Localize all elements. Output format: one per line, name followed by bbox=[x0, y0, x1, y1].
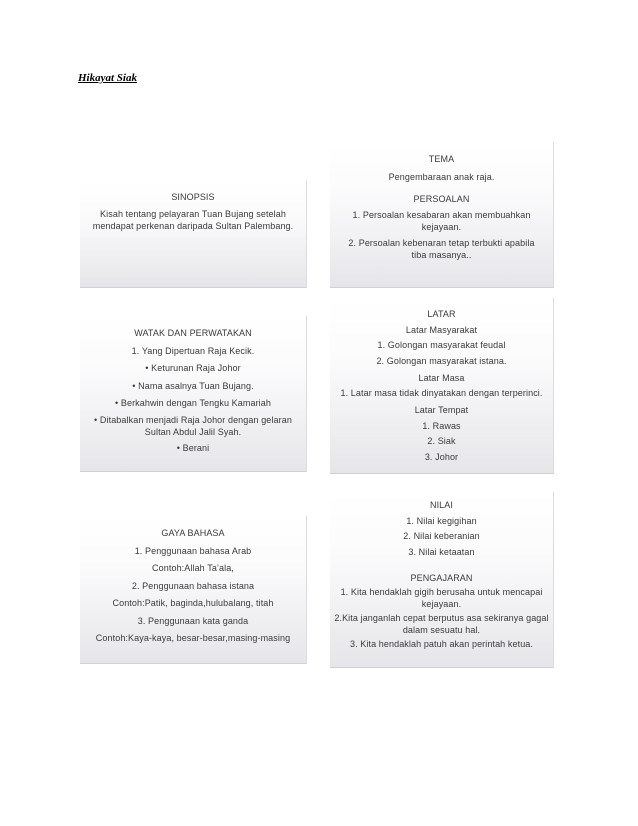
latar-tempat-heading: Latar Tempat bbox=[414, 405, 469, 415]
latar-card bbox=[330, 298, 554, 474]
pengajaran-heading: PENGAJARAN bbox=[410, 572, 473, 583]
latar-heading: LATAR bbox=[427, 309, 456, 319]
persoalan-item-1: 1. Persoalan kesabaran akan membuahkan kejayaan. bbox=[352, 210, 531, 232]
sinopsis-card bbox=[80, 180, 307, 288]
tema-card bbox=[330, 142, 554, 288]
watak-bullet: • Nama asalnya Tuan Bujang. bbox=[80, 379, 306, 393]
page-title: Hikayat Siak bbox=[78, 72, 137, 84]
gaya-bahasa-card bbox=[80, 516, 307, 664]
pengajaran-item: 1. Kita hendaklah gigih berusaha untuk mencapai kejayaan. bbox=[340, 587, 543, 609]
latar-masyarakat-item: 2. Golongan masyarakat istana. bbox=[376, 355, 507, 366]
gaya-line: 1. Penggunaan bahasa Arab bbox=[134, 545, 252, 556]
watak-bullet: • Ditabalkan menjadi Raja Johor dengan gelaran Sultan Abdul Jalil Syah. bbox=[80, 414, 306, 438]
pengajaran-item: 3. Kita hendaklah patuh akan perintah ketua. bbox=[349, 639, 534, 649]
nilai-item: 2. Nilai keberanian bbox=[403, 531, 480, 541]
latar-tempat-item: 1. Rawas bbox=[422, 420, 461, 431]
latar-masyarakat-heading: Latar Masyarakat bbox=[405, 324, 478, 335]
gaya-line: Contoh:Patik, baginda,hulubalang, titah bbox=[112, 598, 274, 608]
persoalan-heading: PERSOALAN bbox=[413, 193, 470, 204]
watak-bullet: • Keturunan Raja Johor bbox=[80, 361, 306, 375]
watak-item-1: 1. Yang Dipertuan Raja Kecik. bbox=[131, 345, 255, 356]
sinopsis-text: Kisah tentang pelayaran Tuan Bujang setelah mendapat perkenan daripada Sultan Palembang. bbox=[92, 208, 294, 231]
latar-masa-text: 1. Latar masa tidak dinyatakan dengan terperinci. bbox=[340, 388, 543, 398]
watak-bullet: • Berani bbox=[80, 441, 306, 455]
latar-tempat-item: 3. Johor bbox=[424, 451, 459, 462]
watak-bullet: • Berkahwin dengan Tengku Kamariah bbox=[80, 396, 306, 410]
gaya-line: 3. Penggunaan kata ganda bbox=[137, 615, 249, 626]
gaya-line: Contoh:Allah Ta’ala, bbox=[152, 563, 234, 573]
nilai-item: 1. Nilai kegigihan bbox=[406, 515, 477, 526]
nilai-card bbox=[330, 492, 554, 668]
tema-heading: TEMA bbox=[428, 154, 455, 164]
nilai-heading: NILAI bbox=[429, 500, 453, 510]
persoalan-item-2: 2. Persoalan kebenaran tetap terbukti apabila tiba masanya.. bbox=[348, 237, 535, 260]
watak-heading: WATAK DAN PERWATAKAN bbox=[134, 328, 252, 338]
pengajaran-item: 2.Kita janganlah cepat berputus asa sekiranya gagal dalam sesuatu hal. bbox=[334, 612, 549, 635]
gaya-heading: GAYA BAHASA bbox=[161, 528, 225, 538]
watak-card bbox=[80, 316, 307, 472]
latar-masyarakat-item: 1. Golongan masyarakat feudal bbox=[377, 340, 506, 350]
gaya-line: 2. Penggunaan bahasa istana bbox=[131, 580, 255, 591]
gaya-line: Contoh:Kaya-kaya, besar-besar,masing-masing bbox=[95, 633, 291, 643]
sinopsis-heading: SINOPSIS bbox=[171, 192, 215, 202]
latar-tempat-item: 2. Siak bbox=[427, 436, 456, 446]
nilai-item: 3. Nilai ketaatan bbox=[408, 546, 475, 557]
latar-masa-heading: Latar Masa bbox=[418, 372, 465, 383]
tema-text: Pengembaraan anak raja. bbox=[388, 171, 495, 182]
